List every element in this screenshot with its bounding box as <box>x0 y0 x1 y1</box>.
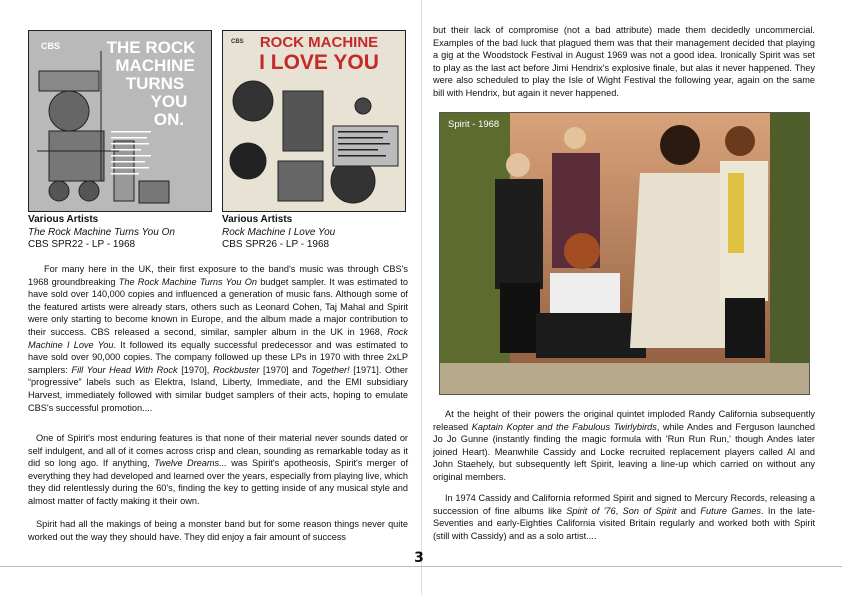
cover1-title-line5: ON. <box>153 110 185 129</box>
right-paragraph-2: At the height of their powers the original quintet imploded Randy California subsequently released Kaptain Kopter and the Fabulous Twirlybirds, while Andes and Ferguson launched Jo Jo Gunne (instantly finding the magic formula with 'Run Run Run,' though Andes later joined Heart). Meanwhile Cassidy and Locke recruited replacement players called Al and John Staehely, but subsequently left Spirit, leaving a line-up which carried on without any original members. <box>433 409 816 482</box>
cover1-title-line2: MACHINE <box>115 56 195 75</box>
bottom-rule <box>0 566 842 567</box>
caption-artist: Various Artists <box>222 214 293 225</box>
right-paragraph-1: but their lack of compromise (not a bad attribute) made them decidedly uncommercial. Examples of the bad luck that plagued them was that their management decided that playing a gig at the Woodstock Festival in August 1969 was not a good idea. Ironically Spirit was set to play as the last act before Jimi Hendrix's explosive finale, but alas it never happened. They were also scheduled to play the Isle of Wight Festival the following year, again on the same bill with Hendrix, but again it never happened. <box>433 25 815 98</box>
page-fold <box>421 0 422 595</box>
left-paragraph-3: Spirit had all the makings of being a monster band but for some reason things never quite worked out the way they should have. They did enjoy a fair amount of success <box>28 519 408 542</box>
cover2-title-line1: ROCK MACHINE <box>259 34 379 51</box>
caption-catalog: CBS SPR26 - LP - 1968 <box>222 239 330 250</box>
album-cover-rock-machine-i-love-you <box>222 30 406 212</box>
left-paragraph-1: For many here in the UK, their first exposure to the band's music was through CBS's 1968 groundbreaking The Rock Machine Turns You On budget sampler. It was estimated to have sold over 140,000 copies and influenced a generation of music fans. Although some of the featured artists were already stars, others such as Leonard Cohen, Taj Mahal and Spirit were only starting to become known in Europe, and the album made a major contribution to their success. CBS released a second, similar, sampler album in the UK in 1968, Rock Machine I Love You. It followed its equally successful predecessor and was estimated to have sold over 90,000 copies. The company followed up these LPs in 1970 with three 2xLP samplers: Fill Your Head With Rock [1970], Rockbuster [1970] and Together! [1971]. Other “progressive” labels such as Elektra, Island, Liberty, Immediate, and the EMI subsidiary Harvest, immediately followed with similar budget samplers of their acts, hoping to emulate CBS's successful promotion.... <box>28 264 408 413</box>
cover2-title-line2: I LOVE YOU <box>259 51 379 74</box>
album-cover-rock-machine-turns-you-on <box>28 30 212 212</box>
left-paragraph-2: One of Spirit's most enduring features is that none of their material never sounds dated or self indulgent, and all of it comes across crisp and clean, sounding as remarkable today as it did so long ago. If anything, Twelve Dreams... was Spirit's apotheosis, Spirit's merger of everything they had developed and learned over the years, especially from playing live, which they did relentlessly during the 60's, finding the key to getting inside of any musical style and almost matter of factly making it their own. <box>28 433 408 506</box>
cover1-title-line4: YOU <box>150 92 188 111</box>
caption-catalog: CBS SPR22 - LP - 1968 <box>28 239 136 250</box>
right-paragraph-3: In 1974 Cassidy and California reformed Spirit and signed to Mercury Records, releasing a succession of fine albums like Spirit of '76, Son of Spirit and Future Games. In the late-Seventies and early-Eighties California visited Britain regularly and worked both with Spirit (still with Cassidy) and as a solo artist.... <box>433 493 816 541</box>
caption-album: Rock Machine I Love You <box>222 226 336 238</box>
cover1-title-line1: THE ROCK <box>106 38 196 57</box>
band-photo <box>439 112 810 395</box>
caption-album: The Rock Machine Turns You On <box>28 226 175 238</box>
photo-caption: Spirit - 1968 <box>448 119 500 130</box>
cover1-title-line3: TURNS <box>125 74 185 93</box>
page-number: 3 <box>414 550 424 566</box>
cbs-logo-2: CBS <box>231 39 244 45</box>
cbs-logo: CBS <box>41 41 61 51</box>
caption-cover2 <box>222 214 410 252</box>
caption-artist: Various Artists <box>28 214 99 225</box>
caption-cover1 <box>28 214 216 252</box>
